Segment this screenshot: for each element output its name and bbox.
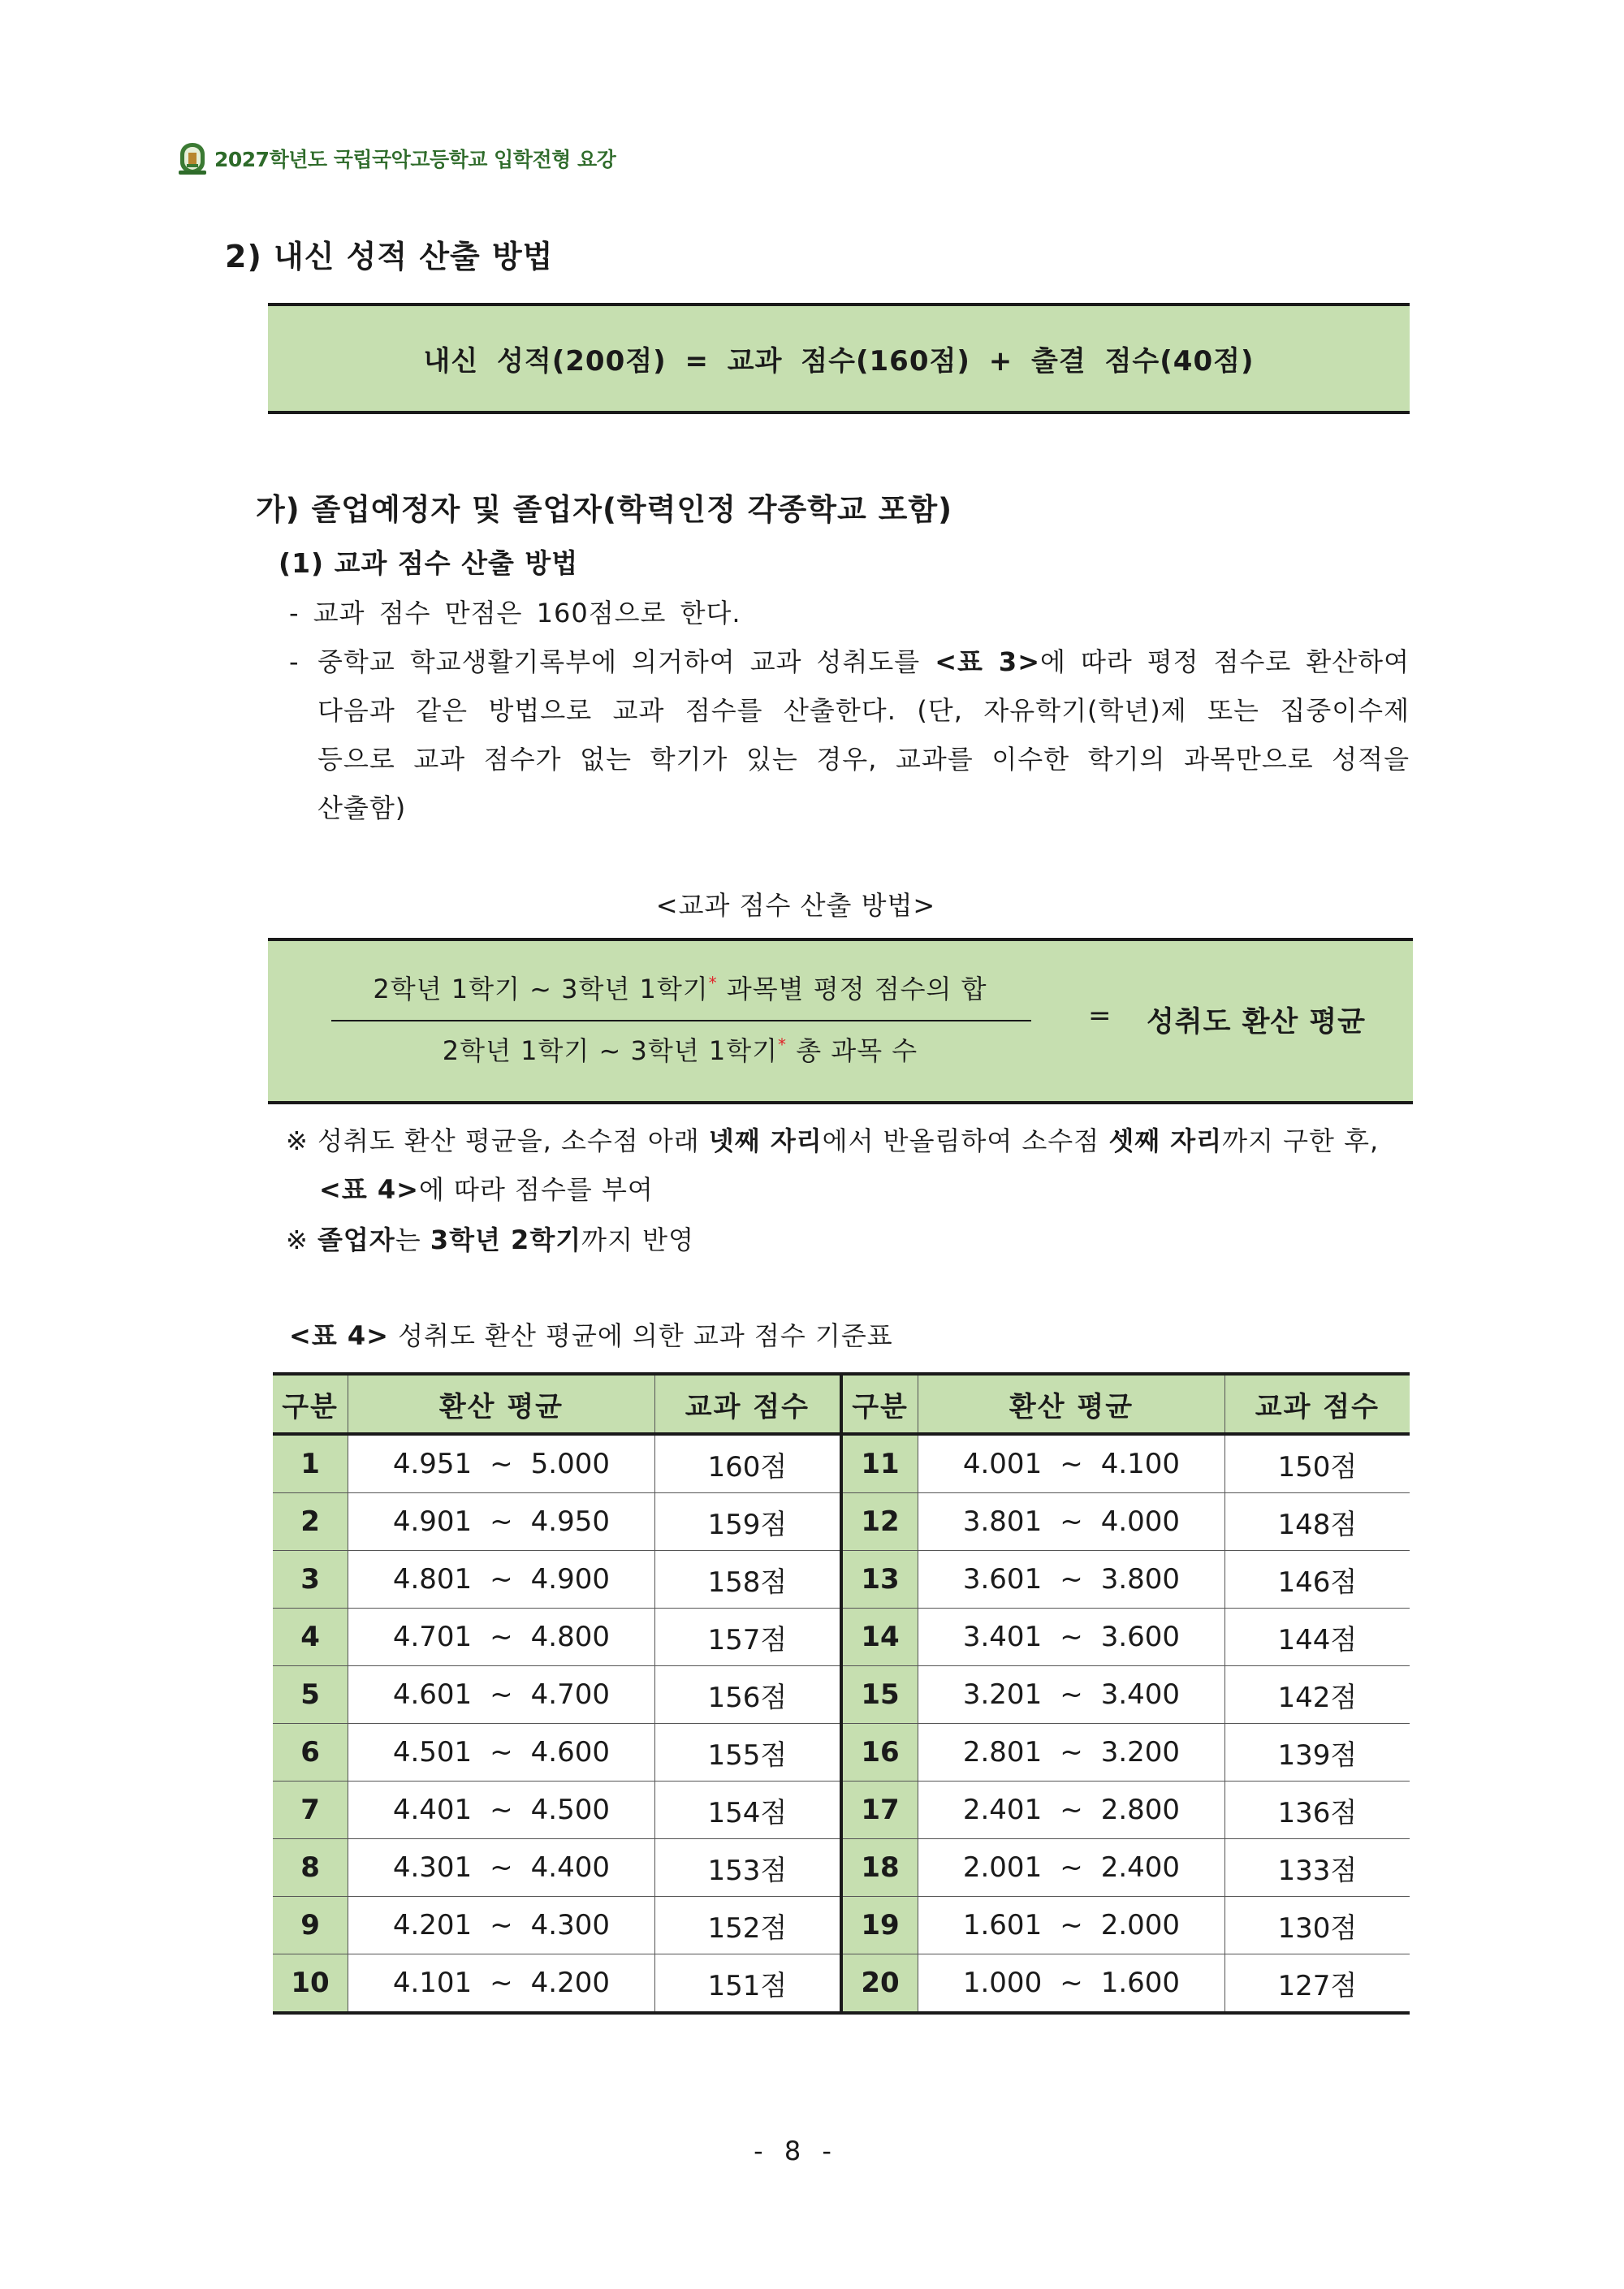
range-to: 3.600 — [1100, 1621, 1181, 1653]
range-from: 1.000 — [962, 1967, 1043, 1999]
grade-number-cell: 7 — [273, 1782, 348, 1839]
column-header: 교과 점수 — [1224, 1374, 1410, 1434]
range-to: 4.900 — [530, 1563, 611, 1596]
table-3-reference: <표 3> — [935, 646, 1041, 677]
range-from: 2.001 — [962, 1851, 1043, 1884]
grade-number-cell: 1 — [273, 1434, 348, 1493]
range-to: 4.800 — [530, 1621, 611, 1653]
table-row — [273, 1724, 1410, 1782]
range-separator: ~ — [490, 1621, 513, 1653]
range-separator: ~ — [1060, 1794, 1083, 1826]
subject-score-cell: 151점 — [654, 1954, 841, 2014]
range-to: 4.500 — [530, 1794, 611, 1826]
table-header-row — [273, 1374, 1410, 1434]
grade-number-cell: 9 — [273, 1897, 348, 1954]
fraction-numerator: 2학년 1학기 ~ 3학년 1학기* 과목별 평정 점수의 합 — [373, 973, 987, 1004]
table-row — [273, 1551, 1410, 1609]
grade-number-cell: 11 — [841, 1434, 918, 1493]
range-to: 2.800 — [1100, 1794, 1181, 1826]
subject-score-cell: 155점 — [654, 1724, 841, 1782]
bullet-line-2: 다음과 같은 방법으로 교과 점수를 산출한다. (단, 자유학기(학년)제 또는 집중이수제 — [317, 695, 1410, 726]
average-range-cell — [348, 1897, 655, 1954]
range-separator: ~ — [490, 1909, 513, 1941]
range-separator: ~ — [490, 1563, 513, 1596]
table-4-reference: <표 4> — [319, 1174, 419, 1205]
section-title: 2) 내신 성적 산출 방법 — [225, 239, 554, 274]
column-header: 교과 점수 — [654, 1374, 841, 1434]
table-row — [273, 1839, 1410, 1897]
document-header-title: 2027학년도 국립국악고등학교 입학전형 요강 — [214, 148, 616, 171]
average-range-cell — [348, 1782, 655, 1839]
range-to: 4.600 — [530, 1736, 611, 1769]
table-body — [273, 1434, 1410, 2013]
range-separator: ~ — [490, 1736, 513, 1769]
column-header: 환산 평균 — [348, 1374, 655, 1434]
asterisk-mark: * — [708, 973, 718, 993]
grade-number-cell: 4 — [273, 1609, 348, 1666]
bullet-line-1: 중학교 학교생활기록부에 의거하여 교과 성취도를 <표 3>에 따라 평정 점수로 환산하여 — [317, 646, 1410, 677]
range-to: 4.400 — [530, 1851, 611, 1884]
range-from: 4.801 — [392, 1563, 473, 1596]
range-separator: ~ — [1060, 1967, 1083, 1999]
column-header: 구분 — [273, 1374, 348, 1434]
range-to: 4.100 — [1100, 1448, 1181, 1480]
subject-score-cell: 133점 — [1224, 1839, 1410, 1897]
range-to: 3.400 — [1100, 1678, 1181, 1711]
grade-number-cell: 17 — [841, 1782, 918, 1839]
range-from: 2.401 — [962, 1794, 1043, 1826]
subject-score-cell: 159점 — [654, 1493, 841, 1551]
average-range-cell — [348, 1551, 655, 1609]
average-range-cell — [918, 1609, 1225, 1666]
range-to: 2.000 — [1100, 1909, 1181, 1941]
bullet-line-3: 등으로 교과 점수가 없는 학기가 있는 경우, 교과를 이수한 학기의 과목만으로 성적을 — [317, 744, 1410, 775]
grade-formula-box: 내신 성적(200점) = 교과 점수(160점) + 출결 점수(40점) — [268, 303, 1410, 414]
average-range-cell — [918, 1666, 1225, 1724]
subject-score-cell: 148점 — [1224, 1493, 1410, 1551]
subject-score-cell: 136점 — [1224, 1782, 1410, 1839]
range-separator: ~ — [1060, 1621, 1083, 1653]
range-from: 4.701 — [392, 1621, 473, 1653]
average-range-cell — [918, 1954, 1225, 2014]
range-to: 4.000 — [1100, 1505, 1181, 1538]
range-to: 4.950 — [530, 1505, 611, 1538]
table-row — [273, 1954, 1410, 2014]
average-range-cell — [918, 1724, 1225, 1782]
average-range-cell — [348, 1724, 655, 1782]
grade-number-cell: 13 — [841, 1551, 918, 1609]
average-range-cell — [918, 1839, 1225, 1897]
range-from: 2.801 — [962, 1736, 1043, 1769]
grade-number-cell: 2 — [273, 1493, 348, 1551]
bullet-calculation — [289, 637, 1410, 832]
average-range-cell — [348, 1954, 655, 2014]
subject-score-cell: 142점 — [1224, 1666, 1410, 1724]
range-to: 2.400 — [1100, 1851, 1181, 1884]
bullet-dash: - — [289, 646, 300, 677]
subject-score-cell: 154점 — [654, 1782, 841, 1839]
range-separator: ~ — [490, 1794, 513, 1826]
grade-number-cell: 18 — [841, 1839, 918, 1897]
range-separator: ~ — [1060, 1563, 1083, 1596]
range-from: 4.001 — [962, 1448, 1043, 1480]
range-from: 3.401 — [962, 1621, 1043, 1653]
calculation-caption: <교과 점수 산출 방법> — [655, 890, 936, 921]
range-from: 4.401 — [392, 1794, 473, 1826]
average-range-cell — [918, 1434, 1225, 1493]
subject-score-cell: 157점 — [654, 1609, 841, 1666]
subject-score-cell: 150점 — [1224, 1434, 1410, 1493]
table-row — [273, 1782, 1410, 1839]
table-row — [273, 1609, 1410, 1666]
subject-score-cell: 146점 — [1224, 1551, 1410, 1609]
range-separator: ~ — [490, 1967, 513, 1999]
grade-number-cell: 15 — [841, 1666, 918, 1724]
range-to: 4.700 — [530, 1678, 611, 1711]
range-from: 4.501 — [392, 1736, 473, 1769]
score-conversion-table — [273, 1372, 1410, 2015]
subject-score-cell: 130점 — [1224, 1897, 1410, 1954]
document-header — [177, 138, 615, 179]
range-from: 1.601 — [962, 1909, 1043, 1941]
achievement-average-label: 성취도 환산 평균 — [1146, 1006, 1366, 1039]
range-separator: ~ — [1060, 1851, 1083, 1884]
grade-number-cell: 20 — [841, 1954, 918, 2014]
grade-number-cell: 16 — [841, 1724, 918, 1782]
table-row — [273, 1493, 1410, 1551]
range-separator: ~ — [1060, 1448, 1083, 1480]
table-row — [273, 1434, 1410, 1493]
column-header: 환산 평균 — [918, 1374, 1225, 1434]
calculation-formula-box — [268, 938, 1413, 1104]
subject-score-cell: 144점 — [1224, 1609, 1410, 1666]
page-number: - 8 - — [754, 2136, 838, 2166]
grade-number-cell: 3 — [273, 1551, 348, 1609]
subject-score-cell: 156점 — [654, 1666, 841, 1724]
range-separator: ~ — [490, 1678, 513, 1711]
equals-sign: = — [1088, 1000, 1112, 1032]
range-to: 4.200 — [530, 1967, 611, 1999]
grade-number-cell: 8 — [273, 1839, 348, 1897]
sub-subsection-title: (1) 교과 점수 산출 방법 — [279, 547, 579, 579]
table-row — [273, 1897, 1410, 1954]
range-separator: ~ — [490, 1505, 513, 1538]
grade-number-cell: 19 — [841, 1897, 918, 1954]
range-from: 4.101 — [392, 1967, 473, 1999]
average-range-cell — [348, 1609, 655, 1666]
range-separator: ~ — [490, 1851, 513, 1884]
asterisk-mark: * — [778, 1034, 788, 1055]
average-range-cell — [348, 1434, 655, 1493]
note-rounding-continued: <표 4>에 따라 점수를 부여 — [319, 1174, 654, 1205]
bullet-line-4: 산출함) — [317, 793, 407, 823]
bullet-full-score: - 교과 점수 만점은 160점으로 한다. — [289, 598, 741, 628]
grade-number-cell: 10 — [273, 1954, 348, 2014]
fraction-denominator: 2학년 1학기 ~ 3학년 1학기* 총 과목 수 — [442, 1034, 918, 1066]
range-separator: ~ — [490, 1448, 513, 1480]
school-emblem-icon — [177, 141, 208, 175]
note-graduates: ※ 졸업자는 3학년 2학기까지 반영 — [286, 1224, 694, 1255]
subject-score-cell: 139점 — [1224, 1724, 1410, 1782]
average-range-cell — [348, 1493, 655, 1551]
average-range-cell — [918, 1897, 1225, 1954]
range-from: 3.601 — [962, 1563, 1043, 1596]
subject-score-cell: 127점 — [1224, 1954, 1410, 2014]
average-range-cell — [918, 1782, 1225, 1839]
average-range-cell — [918, 1551, 1225, 1609]
subject-score-cell: 158점 — [654, 1551, 841, 1609]
table-caption: <표 4> 성취도 환산 평균에 의한 교과 점수 기준표 — [289, 1320, 893, 1351]
grade-number-cell: 5 — [273, 1666, 348, 1724]
average-range-cell — [348, 1839, 655, 1897]
range-to: 4.300 — [530, 1909, 611, 1941]
range-from: 4.201 — [392, 1909, 473, 1941]
range-to: 5.000 — [530, 1448, 611, 1480]
range-to: 3.800 — [1100, 1563, 1181, 1596]
range-from: 4.901 — [392, 1505, 473, 1538]
range-separator: ~ — [1060, 1736, 1083, 1769]
average-range-cell — [348, 1666, 655, 1724]
subject-score-cell: 152점 — [654, 1897, 841, 1954]
average-range-cell — [918, 1493, 1225, 1551]
subject-score-cell: 160점 — [654, 1434, 841, 1493]
range-from: 4.601 — [392, 1678, 473, 1711]
range-separator: ~ — [1060, 1678, 1083, 1711]
grade-number-cell: 14 — [841, 1609, 918, 1666]
fraction-bar — [331, 1020, 1031, 1021]
subsection-title: 가) 졸업예정자 및 졸업자(학력인정 각종학교 포함) — [256, 492, 952, 527]
range-to: 1.600 — [1100, 1967, 1181, 1999]
column-header: 구분 — [841, 1374, 918, 1434]
range-separator: ~ — [1060, 1909, 1083, 1941]
range-from: 4.301 — [392, 1851, 473, 1884]
table-row — [273, 1666, 1410, 1724]
range-from: 4.951 — [392, 1448, 473, 1480]
range-separator: ~ — [1060, 1505, 1083, 1538]
range-from: 3.801 — [962, 1505, 1043, 1538]
range-to: 3.200 — [1100, 1736, 1181, 1769]
grade-number-cell: 6 — [273, 1724, 348, 1782]
note-rounding: ※ 성취도 환산 평균을, 소수점 아래 넷째 자리에서 반올림하여 소수점 셋째 자리까지 구한 후, — [286, 1125, 1380, 1156]
range-from: 3.201 — [962, 1678, 1043, 1711]
subject-score-cell: 153점 — [654, 1839, 841, 1897]
grade-number-cell: 12 — [841, 1493, 918, 1551]
